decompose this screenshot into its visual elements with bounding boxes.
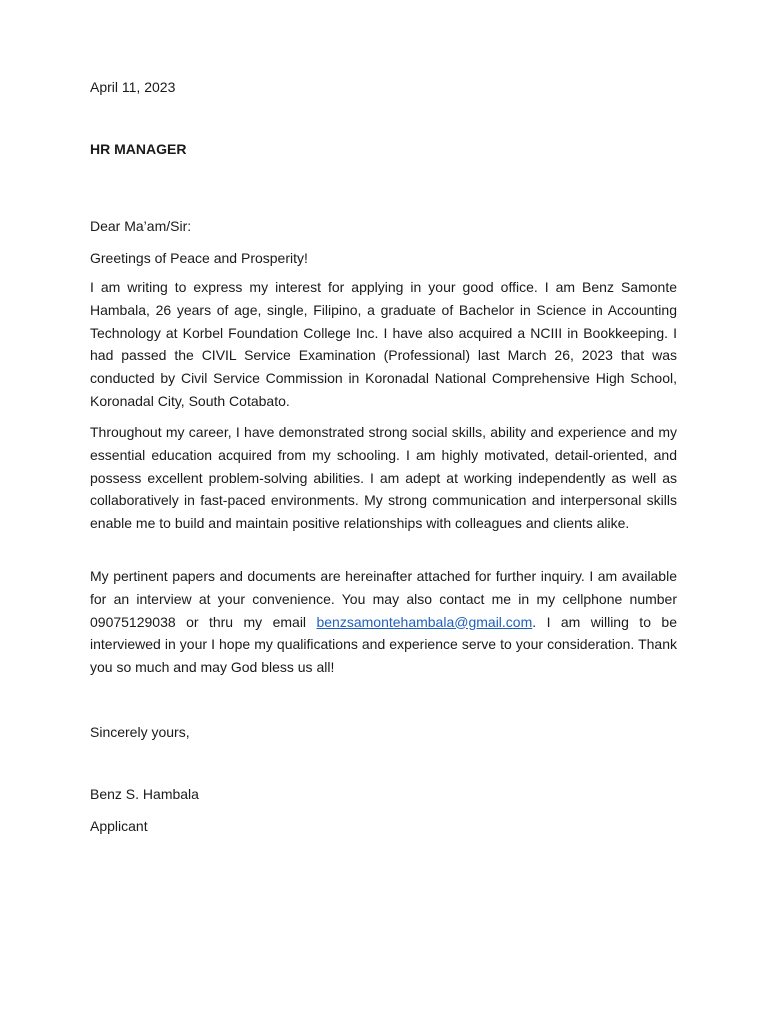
signature-name: Benz S. Hambala [90, 786, 199, 802]
paragraph-skills: Throughout my career, I have demonstrated strong social skills, ability and experience and my essential education acquired from my schooling. I am highly motivated, detail-oriented, and possess excellent problem-solving abilities. I am adept at working independently as well as collaboratively in fast-paced environments. My strong communication and interpersonal skills enable me to build and maintain positive relationships with colleagues and clients alike. [90, 424, 677, 531]
email-link[interactable]: benzsamontehambala@gmail.com [316, 613, 533, 630]
letter-date: April 11, 2023 [90, 79, 176, 95]
paragraph-contact-text-end: . I am willing to be interviewed in your I hope my qualifications and experience serve to your consideration. Thank you so much and may God bless us all! [90, 613, 677, 675]
paragraph-intro: I am writing to express my interest for applying in your good office. I am Benz Samonte Hambala, 26 years of age, single, Filipino, a graduate of Bachelor in Science in Accounting Technology at Korbel Foundation College Inc. I have also acquired a NCIII in Bookkeeping. I had passed the CIVIL Service Examination (Professional) last March 26, 2023 that was conducted by Civil Service Commission in Koronadal National Comprehensive High School, Koronadal City, South Cotabato. [90, 279, 677, 409]
salutation: Dear Ma’am/Sir: [90, 218, 192, 234]
paragraph-contact [90, 565, 677, 679]
greeting: Greetings of Peace and Prosperity! [90, 250, 308, 266]
recipient: HR MANAGER [90, 141, 187, 157]
paragraph-contact-text: My pertinent papers and documents are hereinafter attached for further inquiry. I am available for an interview at your convenience. You may also contact me in my cellphone number 09075129038 or thru my email [90, 568, 677, 630]
signature-title: Applicant [90, 818, 148, 834]
closing: Sincerely yours, [90, 724, 190, 740]
